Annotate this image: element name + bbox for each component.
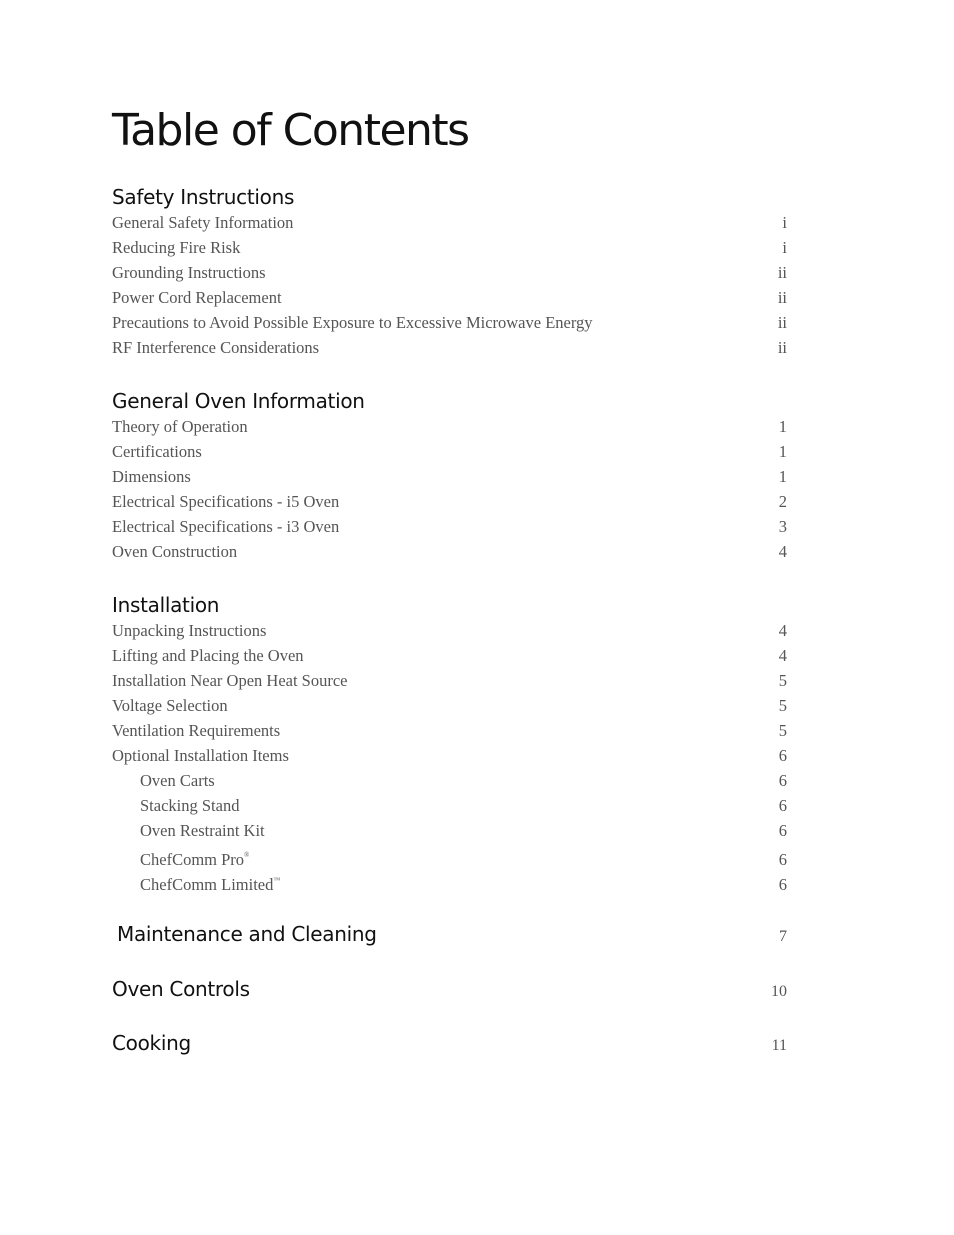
toc-entry[interactable]: [112, 285, 787, 310]
section-title: General Oven Information: [112, 389, 365, 413]
entry-label-wrap: [112, 868, 280, 897]
entry-label: Electrical Specifications - i5 Oven: [112, 492, 340, 511]
trademark-mark: ™: [273, 876, 281, 884]
entry-label: Dimensions: [112, 467, 191, 486]
toc-entry[interactable]: [112, 414, 787, 439]
entry-label: Oven Restraint Kit: [140, 821, 265, 840]
toc-subentry[interactable]: [112, 818, 787, 843]
section-heading: [112, 1030, 787, 1056]
entry-label: Reducing Fire Risk: [112, 238, 241, 257]
section-title: Installation: [112, 593, 220, 617]
entry-label: Installation Near Open Heat Source: [112, 671, 348, 690]
toc-entry[interactable]: [112, 693, 787, 718]
entry-page: 6: [778, 796, 787, 815]
entry-label: RF Interference Considerations: [112, 338, 320, 357]
toc-entry[interactable]: [112, 310, 787, 335]
section-title: Maintenance and Cleaning: [117, 922, 377, 946]
toc-entry[interactable]: [112, 718, 787, 743]
entry-page: 4: [778, 646, 787, 665]
toc-entry[interactable]: [112, 464, 787, 489]
entry-page: 2: [778, 492, 787, 511]
section-title: Oven Controls: [112, 977, 250, 1001]
entry-label: ChefComm Limited: [140, 875, 274, 894]
entry-label: Ventilation Requirements: [112, 721, 281, 740]
toc-subentry[interactable]: [112, 843, 787, 868]
section-heading: [112, 592, 787, 618]
entry-page: ii: [777, 313, 787, 332]
entry-page: 6: [778, 771, 787, 790]
toc-entry[interactable]: [112, 743, 787, 768]
entry-page: i: [782, 238, 787, 257]
section-general-oven-information: [112, 388, 787, 564]
section-heading: [112, 184, 787, 210]
entry-page: 6: [778, 875, 787, 894]
entry-label: Oven Carts: [140, 771, 215, 790]
entry-page: 6: [778, 746, 787, 765]
entry-label: Grounding Instructions: [112, 263, 266, 282]
entry-label: Oven Construction: [112, 542, 238, 561]
entry-page: 4: [778, 542, 787, 561]
entry-label: ChefComm Pro: [140, 850, 245, 869]
section-cooking[interactable]: [112, 1030, 787, 1056]
section-page: 11: [771, 1037, 787, 1054]
section-installation: [112, 592, 787, 893]
entry-page: 5: [778, 696, 787, 715]
entry-page: 5: [778, 721, 787, 740]
entry-page: 5: [778, 671, 787, 690]
entry-label: Voltage Selection: [112, 696, 228, 715]
entry-label: Electrical Specifications - i3 Oven: [112, 517, 340, 536]
entry-label: Unpacking Instructions: [112, 621, 267, 640]
section-title: Safety Instructions: [112, 185, 295, 209]
toc-subentry[interactable]: [112, 793, 787, 818]
toc-entry[interactable]: [112, 514, 787, 539]
entry-label: General Safety Information: [112, 213, 294, 232]
toc-entry[interactable]: [112, 489, 787, 514]
toc-subentry[interactable]: [112, 768, 787, 793]
toc-subentry[interactable]: [112, 868, 787, 893]
entry-label: Lifting and Placing the Oven: [112, 646, 304, 665]
entry-label: Certifications: [112, 442, 202, 461]
toc-entry[interactable]: [112, 235, 787, 260]
entry-page: ii: [777, 288, 787, 307]
entry-page: 4: [778, 621, 787, 640]
entry-page: ii: [777, 263, 787, 282]
entry-label: Precautions to Avoid Possible Exposure to Excessive Microwave Energy: [112, 313, 593, 332]
section-page: 7: [779, 928, 787, 945]
toc-entry[interactable]: [112, 439, 787, 464]
entry-label: Optional Installation Items: [112, 746, 289, 765]
registered-mark: ®: [244, 851, 250, 859]
entry-page: 1: [778, 467, 787, 486]
entry-page: ii: [777, 338, 787, 357]
entry-page: i: [782, 213, 787, 232]
entry-page: 1: [778, 417, 787, 436]
page-title: Table of Contents: [112, 105, 469, 156]
section-heading: [112, 388, 787, 414]
entry-page: 1: [778, 442, 787, 461]
section-heading: [112, 921, 787, 947]
entry-label: Power Cord Replacement: [112, 288, 282, 307]
entry-page: 6: [778, 850, 787, 869]
toc-entry[interactable]: [112, 539, 787, 564]
toc-entry[interactable]: [112, 260, 787, 285]
toc-entry[interactable]: [112, 210, 787, 235]
toc-entry[interactable]: [112, 668, 787, 693]
section-safety-instructions: [112, 184, 787, 360]
section-title: Cooking: [112, 1031, 191, 1055]
entry-page: 3: [778, 517, 787, 536]
section-page: 10: [771, 983, 787, 1000]
toc-entry[interactable]: [112, 335, 787, 360]
section-maintenance-and-cleaning[interactable]: [112, 921, 787, 947]
entry-label: Stacking Stand: [140, 796, 240, 815]
toc-entry[interactable]: [112, 618, 787, 643]
section-heading: [112, 976, 787, 1002]
section-oven-controls[interactable]: [112, 976, 787, 1002]
entry-label: Theory of Operation: [112, 417, 248, 436]
entry-page: 6: [778, 821, 787, 840]
toc-entry[interactable]: [112, 643, 787, 668]
